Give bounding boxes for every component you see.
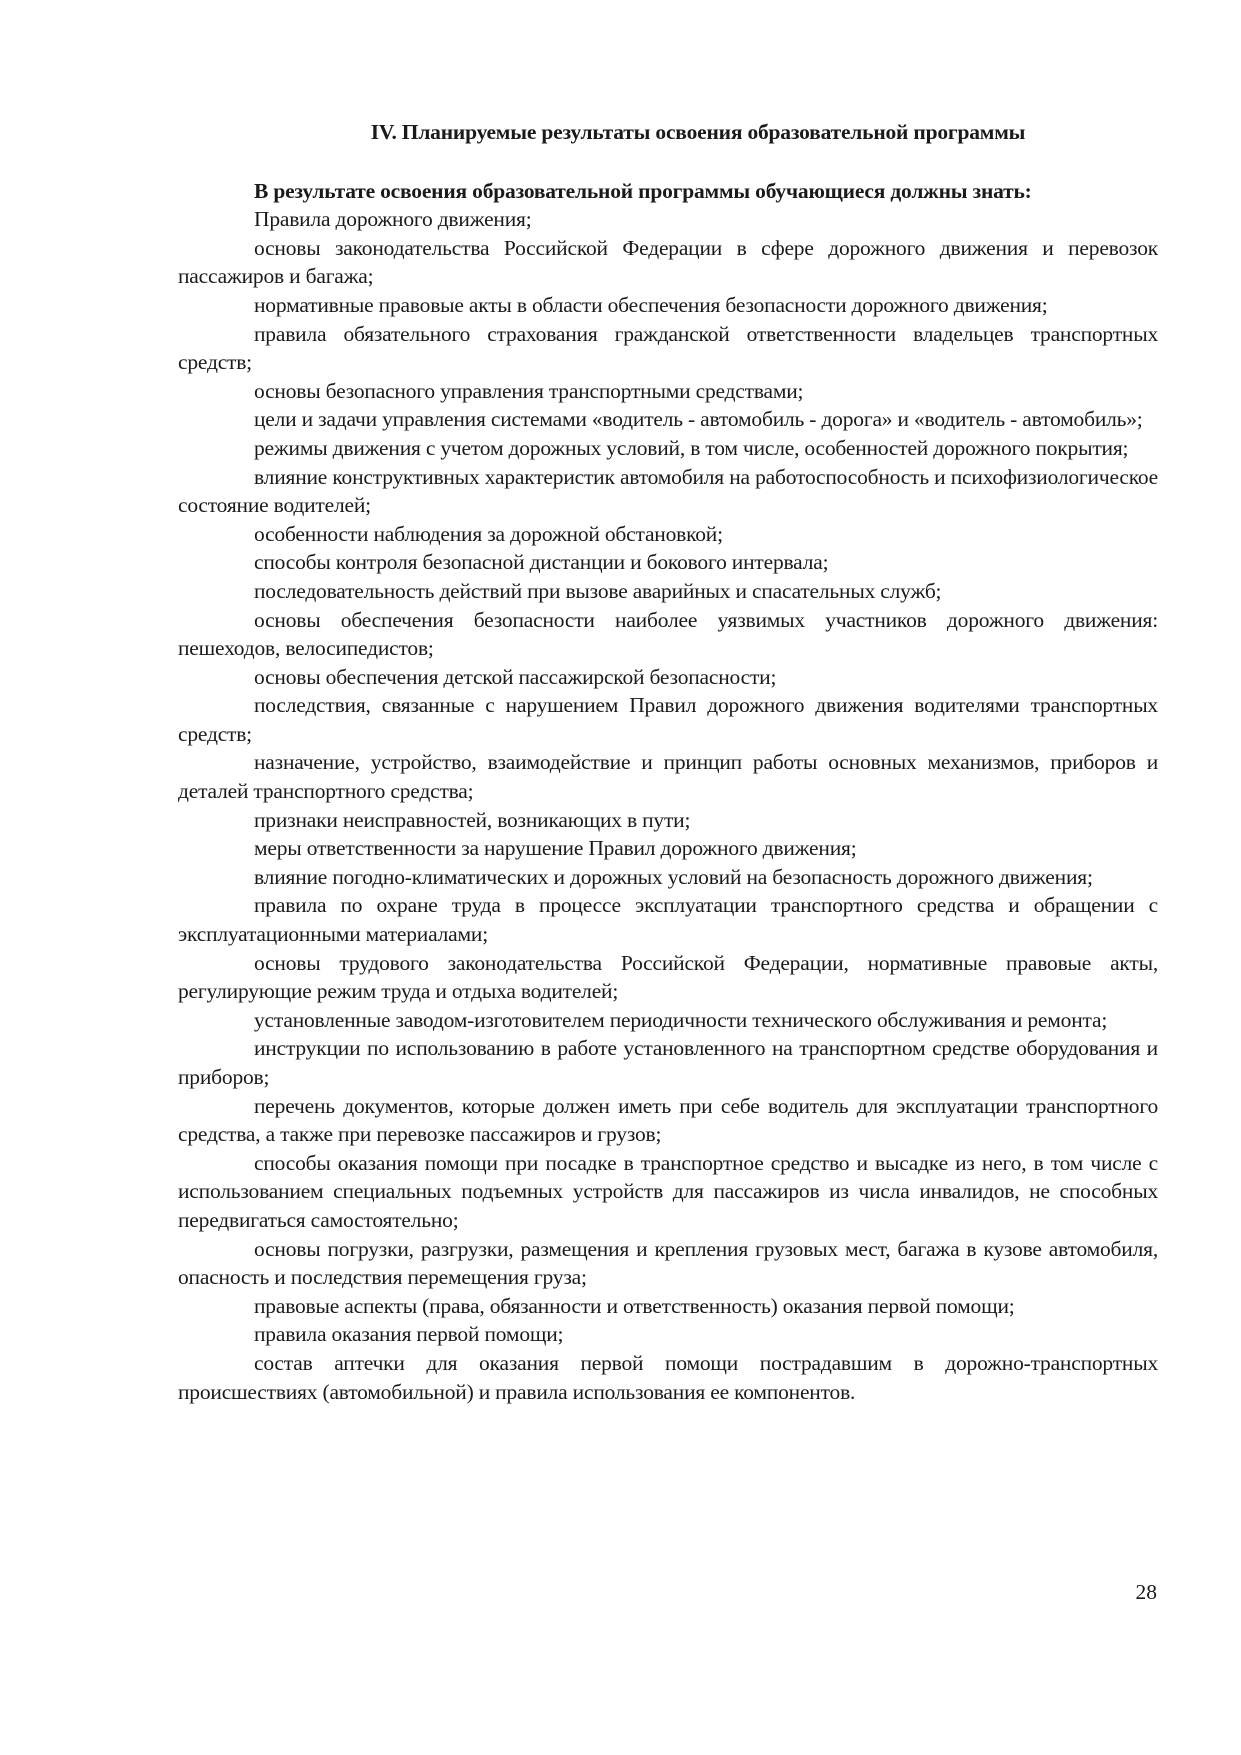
list-item: особенности наблюдения за дорожной обстановкой;: [254, 521, 723, 546]
list-item: основы обеспечения детской пассажирской безопасности;: [254, 664, 777, 689]
list-item: меры ответственности за нарушение Правил дорожного движения;: [254, 836, 857, 861]
list-item: состав аптечки для оказания первой помощи пострадавшим в дорожно-транспортных происшествиях (автомобильной) и правила использования ее компонентов.: [178, 1350, 1158, 1404]
list-item: основы законодательства Российской Федерации в сфере дорожного движения и перевозок пассажиров и багажа;: [178, 235, 1158, 289]
list-item: цели и задачи управления системами «водитель - автомобиль - дорога» и «водитель - автомобиль»;: [254, 407, 1143, 432]
list-item: последовательность действий при вызове аварийных и спасательных служб;: [254, 578, 942, 603]
list-item: признаки неисправностей, возникающих в пути;: [254, 807, 691, 832]
list-item: правила обязательного страхования гражданской ответственности владельцев транспортных средств;: [178, 321, 1158, 375]
list-item: режимы движения с учетом дорожных условий, в том числе, особенностей дорожного покрытия;: [254, 435, 1129, 460]
list-item: основы безопасного управления транспортными средствами;: [254, 378, 804, 403]
list-item: способы контроля безопасной дистанции и бокового интервала;: [254, 550, 829, 575]
list-item: правовые аспекты (права, обязанности и ответственность) оказания первой помощи;: [254, 1293, 1015, 1318]
list-item: влияние погодно-климатических и дорожных условий на безопасность дорожного движения;: [254, 864, 1093, 889]
list-item: способы оказания помощи при посадке в транспортное средство и высадке из него, в том числе с использованием специальных подъемных устройств для пассажиров из числа инвалидов, не способных передвигаться самостоятельно;: [178, 1150, 1158, 1232]
section-heading: IV. Планируемые результаты освоения образовательной программы: [370, 120, 1026, 144]
list-item: правила оказания первой помощи;: [254, 1322, 564, 1347]
list-item: основы трудового законодательства Российской Федерации, нормативные правовые акты, регулирующие режим труда и отдыха водителей;: [178, 950, 1158, 1004]
list-item: перечень документов, которые должен иметь при себе водитель для эксплуатации транспортного средства, а также при перевозке пассажиров и грузов;: [178, 1093, 1158, 1147]
list-item: назначение, устройство, взаимодействие и принцип работы основных механизмов, приборов и деталей транспортного средства;: [178, 750, 1158, 804]
list-item: нормативные правовые акты в области обеспечения безопасности дорожного движения;: [254, 292, 1048, 317]
intro-paragraph: В результате освоения образовательной программы обучающиеся должны знать:: [254, 178, 1032, 203]
list-item: Правила дорожного движения;: [254, 207, 532, 232]
document-page: [178, 118, 1158, 1406]
list-item: основы погрузки, разгрузки, размещения и крепления грузовых мест, багажа в кузове автомобиля, опасность и последствия перемещения груза;: [178, 1236, 1158, 1290]
list-item: инструкции по использованию в работе установленного на транспортном средстве оборудования и приборов;: [178, 1036, 1158, 1089]
page-number: 28: [1135, 1580, 1157, 1604]
list-item: последствия, связанные с нарушением Правил дорожного движения водителями транспортных средств;: [178, 693, 1158, 746]
list-item: основы обеспечения безопасности наиболее уязвимых участников дорожного движения: пешеходов, велосипедистов;: [178, 607, 1158, 661]
knowledge-list: [178, 205, 1158, 1406]
list-item: правила по охране труда в процессе эксплуатации транспортного средства и обращении с эксплуатационными материалами;: [178, 893, 1158, 947]
list-item: установленные заводом-изготовителем периодичности технического обслуживания и ремонта;: [254, 1007, 1108, 1032]
list-item: влияние конструктивных характеристик автомобиля на работоспособность и психофизиологическое состояние водителей;: [178, 464, 1158, 518]
